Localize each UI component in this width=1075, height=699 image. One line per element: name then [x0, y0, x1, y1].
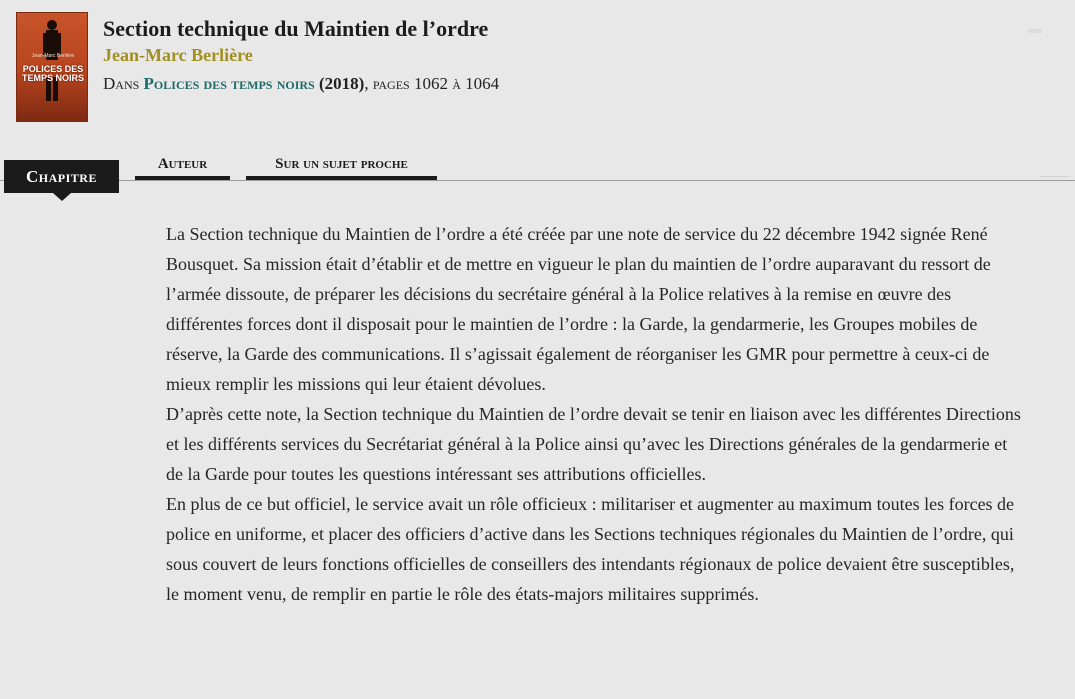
tab-divider	[0, 180, 1075, 181]
article-paragraph: D’après cette note, la Section technique du Maintien de l’ordre devait se tenir en liaison avec les différentes Directions et les différents services du Secrétariat général à la Police ainsi qu’avec les Directions générales de la gendarmerie et de la Garde pour toutes les questions intéressant ses attributions officielles.	[166, 404, 1021, 484]
author-link[interactable]: Jean-Marc Berlière	[103, 45, 253, 65]
book-link[interactable]: Polices des temps noirs	[143, 74, 315, 93]
tab-bar	[0, 150, 1075, 205]
article-body	[166, 219, 1026, 609]
book-year: (2018)	[318, 74, 365, 93]
page-title: Section technique du Maintien de l’ordre	[103, 16, 489, 41]
tab-auteur[interactable]: Auteur	[135, 154, 230, 180]
tab-chapitre-label: Chapitre	[26, 167, 97, 186]
source-line	[103, 74, 499, 94]
article-paragraph: La Section technique du Maintien de l’ordre a été créée par une note de service du 22 décembre 1942 signée René Bousquet. Sa mission était d’établir et de mettre en vigueur le plan du maintien de l’ordre auparavant du ressort de l’armée dissoute, de préparer les décisions du secrétaire général à la Police relatives à la remise en œuvre des différentes forces dont il disposait pour le maintien de l’ordre : la Garde, la gendarmerie, les Groupes mobiles de réserve, la Garde des communications. Il s’agissait également de réorganiser les GMR pour permettre à ceux-ci de mieux remplir les missions qui leur étaient dévolues.	[166, 224, 991, 394]
cover-figure-icon	[41, 19, 63, 101]
source-prefix: Dans	[103, 74, 140, 93]
decorative-divider	[1040, 176, 1070, 177]
article-paragraph: En plus de ce but officiel, le service avait un rôle officieux : militariser et augmenter au maximum toutes les forces de police en uniforme, et placer des officiers d’active dans les Sections techniques régionales du Maintien de l’ordre, qui sous couvert de leurs fonctions officielles de conseillers des intendants régionaux de police devaient être susceptibles, le moment venu, de remplir en partie le rôle des états-majors militaires supprimés.	[166, 494, 1015, 604]
tab-chapitre[interactable]	[4, 160, 119, 193]
decorative-divider	[1028, 29, 1042, 33]
cover-title: POLICES DES TEMPS NOIRS	[21, 64, 84, 83]
cover-author: Jean-Marc Berlière	[31, 53, 75, 59]
page-range: , pages 1062 à 1064	[364, 74, 500, 93]
tab-sujet-proche[interactable]: Sur un sujet proche	[246, 154, 437, 180]
active-tab-arrow-icon	[53, 193, 71, 201]
header	[0, 0, 1075, 130]
book-cover[interactable]	[16, 12, 88, 122]
